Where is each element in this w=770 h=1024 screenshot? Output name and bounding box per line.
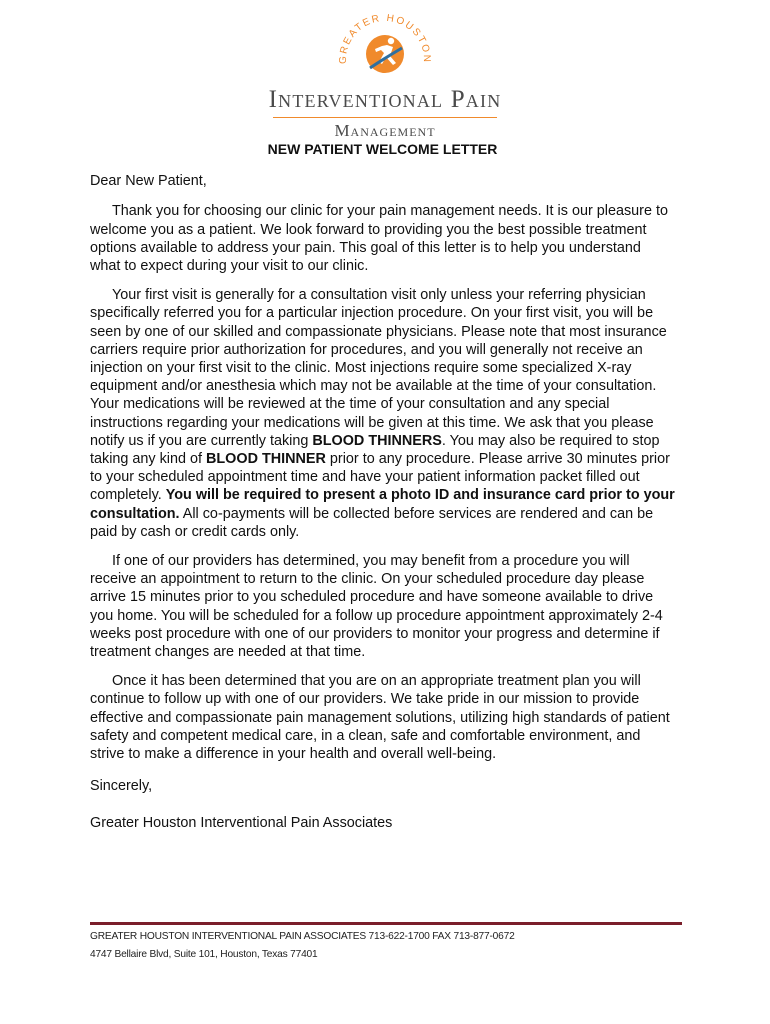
paragraph-3: If one of our providers has determined, you may benefit from a procedure you will receive an appointment to return to the clinic. On your scheduled procedure day please arrive 15 minutes prior to you scheduled procedure and have someone available to drive you home. You will be scheduled for a follow up procedure appointment approximately 2-4 weeks post procedure with one of our providers to monitor your progress and determine if treatment changes are needed at that time.	[90, 553, 663, 661]
paragraph-2-text-4: All co-payments will be collected before services are rendered and can be paid by cash or credit cards only.	[90, 505, 654, 540]
page-footer	[90, 922, 682, 961]
footer-address: 4747 Bellaire Blvd, Suite 101, Houston, Texas 77401	[90, 949, 318, 960]
logo-subname: Management	[334, 121, 436, 140]
photo-id-emphasis: You will be required to present a photo ID and insurance card prior to your consultation.	[90, 487, 675, 522]
footer-contact: GREATER HOUSTON INTERVENTIONAL PAIN ASSOCIATES 713-622-1700 FAX 713-877-0672	[90, 931, 515, 942]
logo-divider	[273, 117, 497, 118]
clinic-logo	[0, 8, 770, 141]
blood-thinner-emphasis: BLOOD THINNER	[206, 451, 326, 468]
paragraph-2	[90, 286, 675, 541]
paragraph-2-text-2: . You may also be required to stop taking any kind of	[90, 432, 660, 468]
blood-thinners-emphasis: BLOOD THINNERS	[312, 432, 442, 449]
paragraph-2-text-1: Your first visit is generally for a consultation visit only unless your referring physician specifically referred you for a particular injection procedure. On your first visit, you will be seen by one of our skilled and compassionate physicians. Please note that most insurance carriers require prior authorization for procedures, and you will generally not receive an injection on your first visit to the clinic. Most injections require some specialized X-ray equipment and/or anesthesia which may not be available at the time of your consultation. Your medications will be reviewed at the time of your consultation and any special instructions regarding your medications will be given at this time. We ask that you please notify us if you are currently taking	[90, 287, 667, 449]
logo-name: Interventional Pain	[268, 86, 502, 113]
clinic-emblem	[330, 8, 440, 78]
letter-title: NEW PATIENT WELCOME LETTER	[267, 141, 498, 157]
paragraph-1: Thank you for choosing our clinic for your pain management needs. It is our pleasure to welcome you as a patient. We look forward to providing you the best possible treatment options available to address your pain. This goal of this letter is to help you understand what to expect during your visit to our clinic.	[90, 203, 668, 275]
paragraph-4: Once it has been determined that you are on an appropriate treatment plan you will continue to follow up with one of our providers. We take pride in our mission to provide effective and compassionate pain management solutions, utilizing high standards of patient safety and competent medical care, in a clean, safe and comfortable environment, and strive to make a difference in your health and overall well-being.	[90, 673, 670, 763]
welcome-letter	[90, 140, 675, 832]
signature: Greater Houston Interventional Pain Associates	[90, 814, 393, 831]
salutation: Dear New Patient,	[90, 173, 207, 190]
paragraph-2-text-3: prior to any procedure. Please arrive 30 minutes prior to your scheduled appointment time and have your patient information packet filled out completely.	[90, 451, 670, 504]
footer-divider	[90, 922, 682, 925]
closing: Sincerely,	[90, 778, 153, 795]
logo-arc-text: GREATER HOUSTON	[337, 12, 433, 65]
